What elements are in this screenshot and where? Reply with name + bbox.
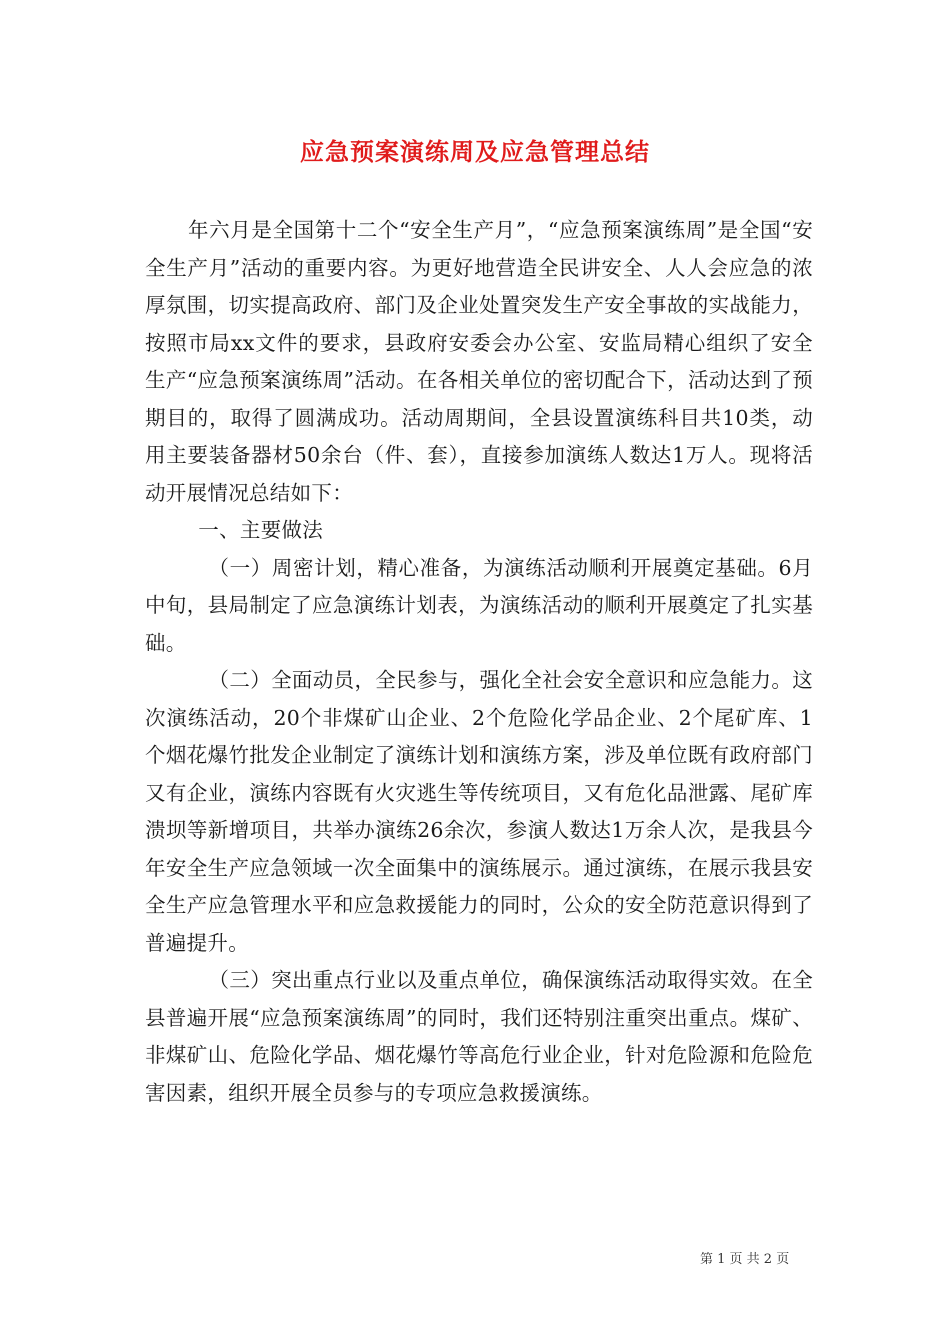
- page-number-footer: 第 1 页 共 2 页: [700, 1252, 790, 1267]
- paragraph-item-2: （二）全面动员，全民参与，强化全社会安全意识和应急能力。这次演练活动，20个非煤矿山企业、2个危险化学品企业、2个尾矿库、1个烟花爆竹批发企业制定了演练计划和演练方案，涉及单位既有政府部门又有企业，演练内容既有火灾逃生等传统项目，又有危化品泄露、尾矿库溃坝等新增项目，共举办演练26余次，参演人数达1万余人次，是我县今年安全生产应急领域一次全面集中的演练展示。通过演练，在展示我县安全生产应急管理水平和应急救援能力的同时，公众的安全防范意识得到了普遍提升。: [145, 668, 813, 955]
- paragraph-item-1: （一）周密计划，精心准备，为演练活动顺利开展奠定基础。6月中旬，县局制定了应急演练计划表，为演练活动的顺利开展奠定了扎实基础。: [145, 555, 813, 655]
- section-heading-main-practices: 一、主要做法: [198, 518, 324, 542]
- paragraph-item-3: （三）突出重点行业以及重点单位，确保演练活动取得实效。在全县普遍开展“应急预案演练周”的同时，我们还特别注重突出重点。煤矿、非煤矿山、危险化学品、烟花爆竹等高危行业企业，针对危险源和危险危害因素，组织开展全员参与的专项应急救援演练。: [145, 968, 813, 1105]
- paragraph-intro: 年六月是全国第十二个“安全生产月”，“应急预案演练周”是全国“安全生产月”活动的重要内容。为更好地营造全民讲安全、人人会应急的浓厚氛围，切实提高政府、部门及企业处置突发生产安全事故的实战能力，按照市局xx文件的要求，县政府安委会办公室、安监局精心组织了安全生产“应急预案演练周”活动。在各相关单位的密切配合下，活动达到了预期目的，取得了圆满成功。活动周期间，全县设置演练科目共10类，动用主要装备器材50余台（件、套），直接参加演练人数达1万人。现将活动开展情况总结如下：: [145, 218, 813, 505]
- document-body: [145, 212, 813, 1112]
- document-title: 应急预案演练周及应急管理总结: [300, 137, 650, 166]
